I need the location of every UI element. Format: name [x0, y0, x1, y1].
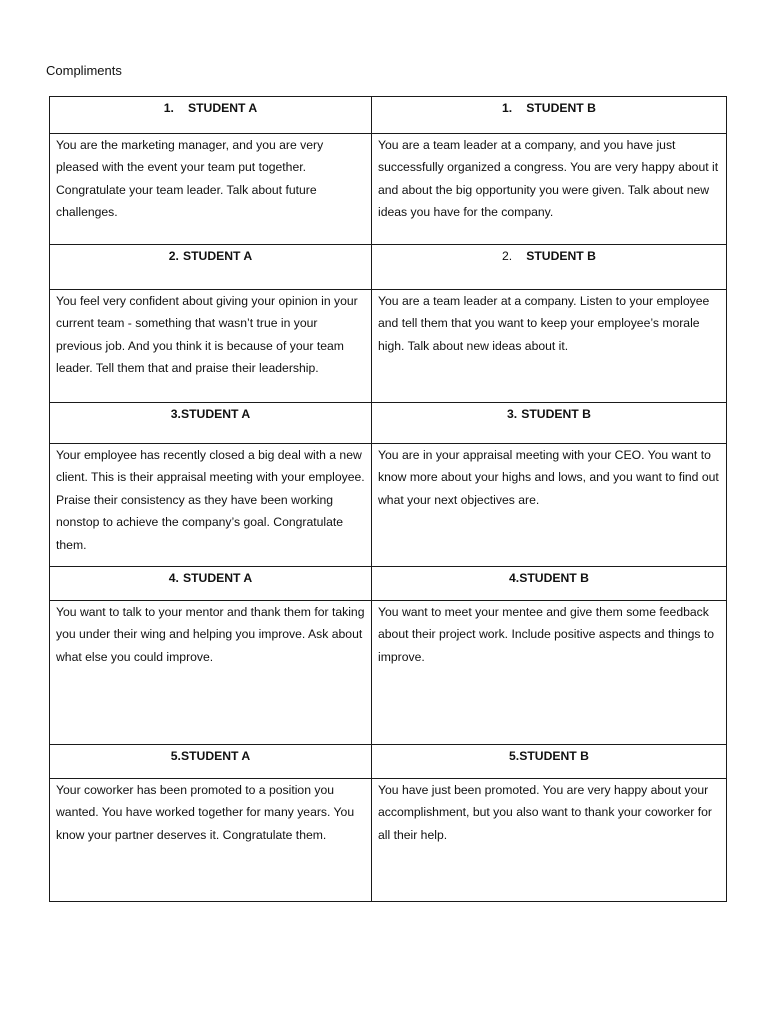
student-label: STUDENT A: [187, 101, 258, 115]
student-label: STUDENT B: [526, 101, 596, 115]
row-number: 2.: [502, 249, 513, 263]
student-a-header-1: [50, 97, 372, 134]
student-a-header-4: [50, 567, 372, 601]
table-row-body-4: [50, 601, 727, 745]
student-label: STUDENT A: [182, 249, 253, 263]
row-number: 4.: [168, 571, 179, 585]
table-row-header-3: [50, 403, 727, 444]
student-label: STUDENT B: [521, 407, 591, 421]
row-number: 5.: [509, 749, 520, 763]
student-label: STUDENT B: [526, 249, 596, 263]
student-a-prompt-5: Your coworker has been promoted to a position you wanted. You have worked together for many years. You know your partner deserves it. Congratulate them.: [50, 779, 372, 902]
student-b-prompt-5: You have just been promoted. You are very happy about your accomplishment, but you also want to thank your coworker for all their help.: [372, 779, 727, 902]
student-a-prompt-2: You feel very confident about giving your opinion in your current team - something that wasn’t true in your previous job. And you think it is because of your team leader. Tell them that and praise their leadership.: [50, 290, 372, 403]
student-b-prompt-3: You are in your appraisal meeting with your CEO. You want to know more about your highs and lows, and you want to find out what your next objectives are.: [372, 444, 727, 567]
table-row-header-4: [50, 567, 727, 601]
row-number: 3.: [170, 407, 181, 421]
table-row-body-3: [50, 444, 727, 567]
table-row-body-2: [50, 290, 727, 403]
student-a-prompt-3: Your employee has recently closed a big deal with a new client. This is their appraisal meeting with your employee. Praise their consistency as they have been working nonstop to achieve the company’s goal. Congratulate them.: [50, 444, 372, 567]
student-a-header-5: [50, 745, 372, 779]
student-b-header-3: [372, 403, 727, 444]
row-number: 2.: [168, 249, 179, 263]
document-title: Compliments: [46, 63, 122, 78]
student-label: STUDENT A: [180, 749, 251, 763]
row-number: 3.: [507, 407, 518, 421]
table-row-body-1: [50, 134, 727, 245]
student-b-header-5: [372, 745, 727, 779]
student-a-prompt-1: You are the marketing manager, and you are very pleased with the event your team put together. Congratulate your team leader. Talk about future challenges.: [50, 134, 372, 245]
student-label: STUDENT B: [519, 571, 589, 585]
student-a-prompt-4: You want to talk to your mentor and thank them for taking you under their wing and helping you improve. Ask about what else you could improve.: [50, 601, 372, 745]
student-b-header-1: [372, 97, 727, 134]
student-label: STUDENT A: [180, 407, 251, 421]
table-row-header-2: [50, 245, 727, 290]
row-number: 1.: [163, 101, 174, 115]
student-a-header-2: [50, 245, 372, 290]
table-row-header-5: [50, 745, 727, 779]
student-b-header-4: [372, 567, 727, 601]
student-b-header-2: [372, 245, 727, 290]
role-play-table: [49, 96, 727, 902]
student-b-prompt-2: You are a team leader at a company. Listen to your employee and tell them that you want to keep your employee’s morale high. Talk about new ideas about it.: [372, 290, 727, 403]
student-b-prompt-1: You are a team leader at a company, and you have just successfully organized a congress. You are very happy about it and about the big opportunity you were given. Talk about new ideas you have for the company.: [372, 134, 727, 245]
table-row-body-5: [50, 779, 727, 902]
student-label: STUDENT A: [182, 571, 253, 585]
student-b-prompt-4: You want to meet your mentee and give them some feedback about their project work. Include positive aspects and things to improve.: [372, 601, 727, 745]
row-number: 1.: [502, 101, 513, 115]
student-a-header-3: [50, 403, 372, 444]
row-number: 4.: [509, 571, 520, 585]
student-label: STUDENT B: [519, 749, 589, 763]
table-row-header-1: [50, 97, 727, 134]
row-number: 5.: [170, 749, 181, 763]
